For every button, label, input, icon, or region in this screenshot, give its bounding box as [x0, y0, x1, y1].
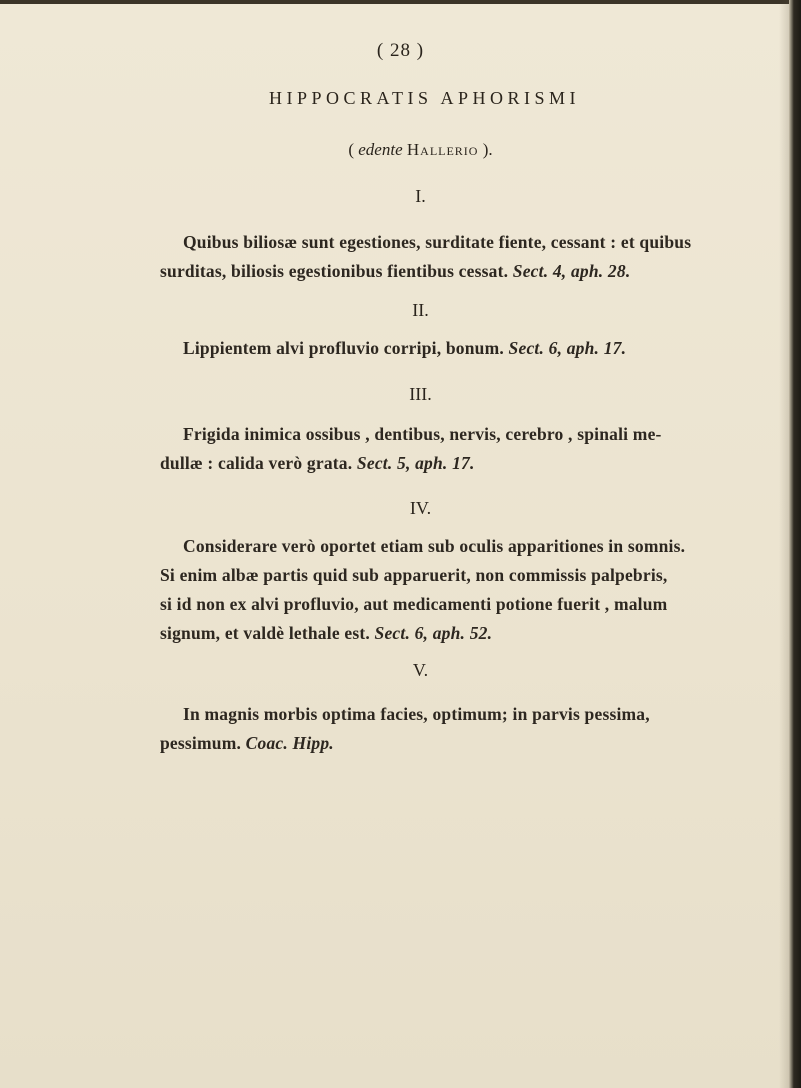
aphorism-line: Quibus biliosæ sunt egestiones, surditate fiente, cessant : et quibus — [183, 232, 692, 252]
subtitle — [0, 140, 801, 160]
aphorism-line — [160, 619, 740, 648]
aphorism-text — [160, 532, 740, 648]
aphorism-numeral: V. — [412, 660, 429, 680]
aphorism-line — [160, 449, 740, 478]
page-right-edge — [789, 0, 801, 1088]
aphorism-numeral: I. — [415, 186, 426, 206]
aphorism-line: Considerare verò oportet etiam sub oculis apparitiones in somnis. — [183, 536, 686, 556]
aphorism-line: si id non ex alvi profluvio, aut medicamenti potione fuerit , malum — [160, 594, 668, 614]
page-number: ( 28 ) — [376, 40, 425, 61]
aphorism-text — [160, 228, 740, 286]
aphorism-line: Si enim albæ partis quid sub apparuerit, non commissis palpebris, — [160, 565, 668, 585]
aphorism-line-text: Lippientem alvi profluvio corripi, bonum. — [183, 338, 504, 358]
aphorism-text — [160, 700, 740, 758]
editor-name: Hallerio — [406, 140, 479, 159]
aphorism-text — [160, 334, 740, 363]
page-gutter-shadow — [779, 0, 789, 1088]
aphorism-line-text: surditas, biliosis egestionibus fientibus cessat. — [160, 261, 509, 281]
aphorism-text — [160, 420, 740, 478]
aphorism-line — [160, 334, 740, 363]
subtitle-open: ( — [348, 140, 355, 159]
aphorism-reference: Sect. 6, aph. 52. — [374, 623, 493, 643]
aphorism-reference: Sect. 6, aph. 17. — [508, 338, 627, 358]
subtitle-close: ). — [482, 140, 493, 159]
aphorism-line: In magnis morbis optima facies, optimum; in parvis pessima, — [183, 704, 650, 724]
page-top-edge — [0, 0, 801, 4]
aphorism-line-text: dullæ : calida verò grata. — [160, 453, 353, 473]
page-title: HIPPOCRATIS APHORISMI — [268, 88, 581, 108]
editor-label: edente — [358, 140, 403, 159]
aphorism-numeral: III. — [409, 384, 432, 404]
aphorism-line-text: signum, et valdè lethale est. — [160, 623, 370, 643]
aphorism-reference: Coac. Hipp. — [245, 733, 334, 753]
aphorism-line: Frigida inimica ossibus , dentibus, nervis, cerebro , spinali me- — [183, 424, 662, 444]
aphorism-reference: Sect. 5, aph. 17. — [356, 453, 475, 473]
aphorism-line-text: pessimum. — [160, 733, 242, 753]
aphorism-numeral: II. — [412, 300, 429, 320]
aphorism-reference: Sect. 4, aph. 28. — [512, 261, 631, 281]
aphorism-line — [160, 257, 740, 286]
aphorism-line — [160, 729, 740, 758]
aphorism-numeral: IV. — [409, 498, 432, 518]
